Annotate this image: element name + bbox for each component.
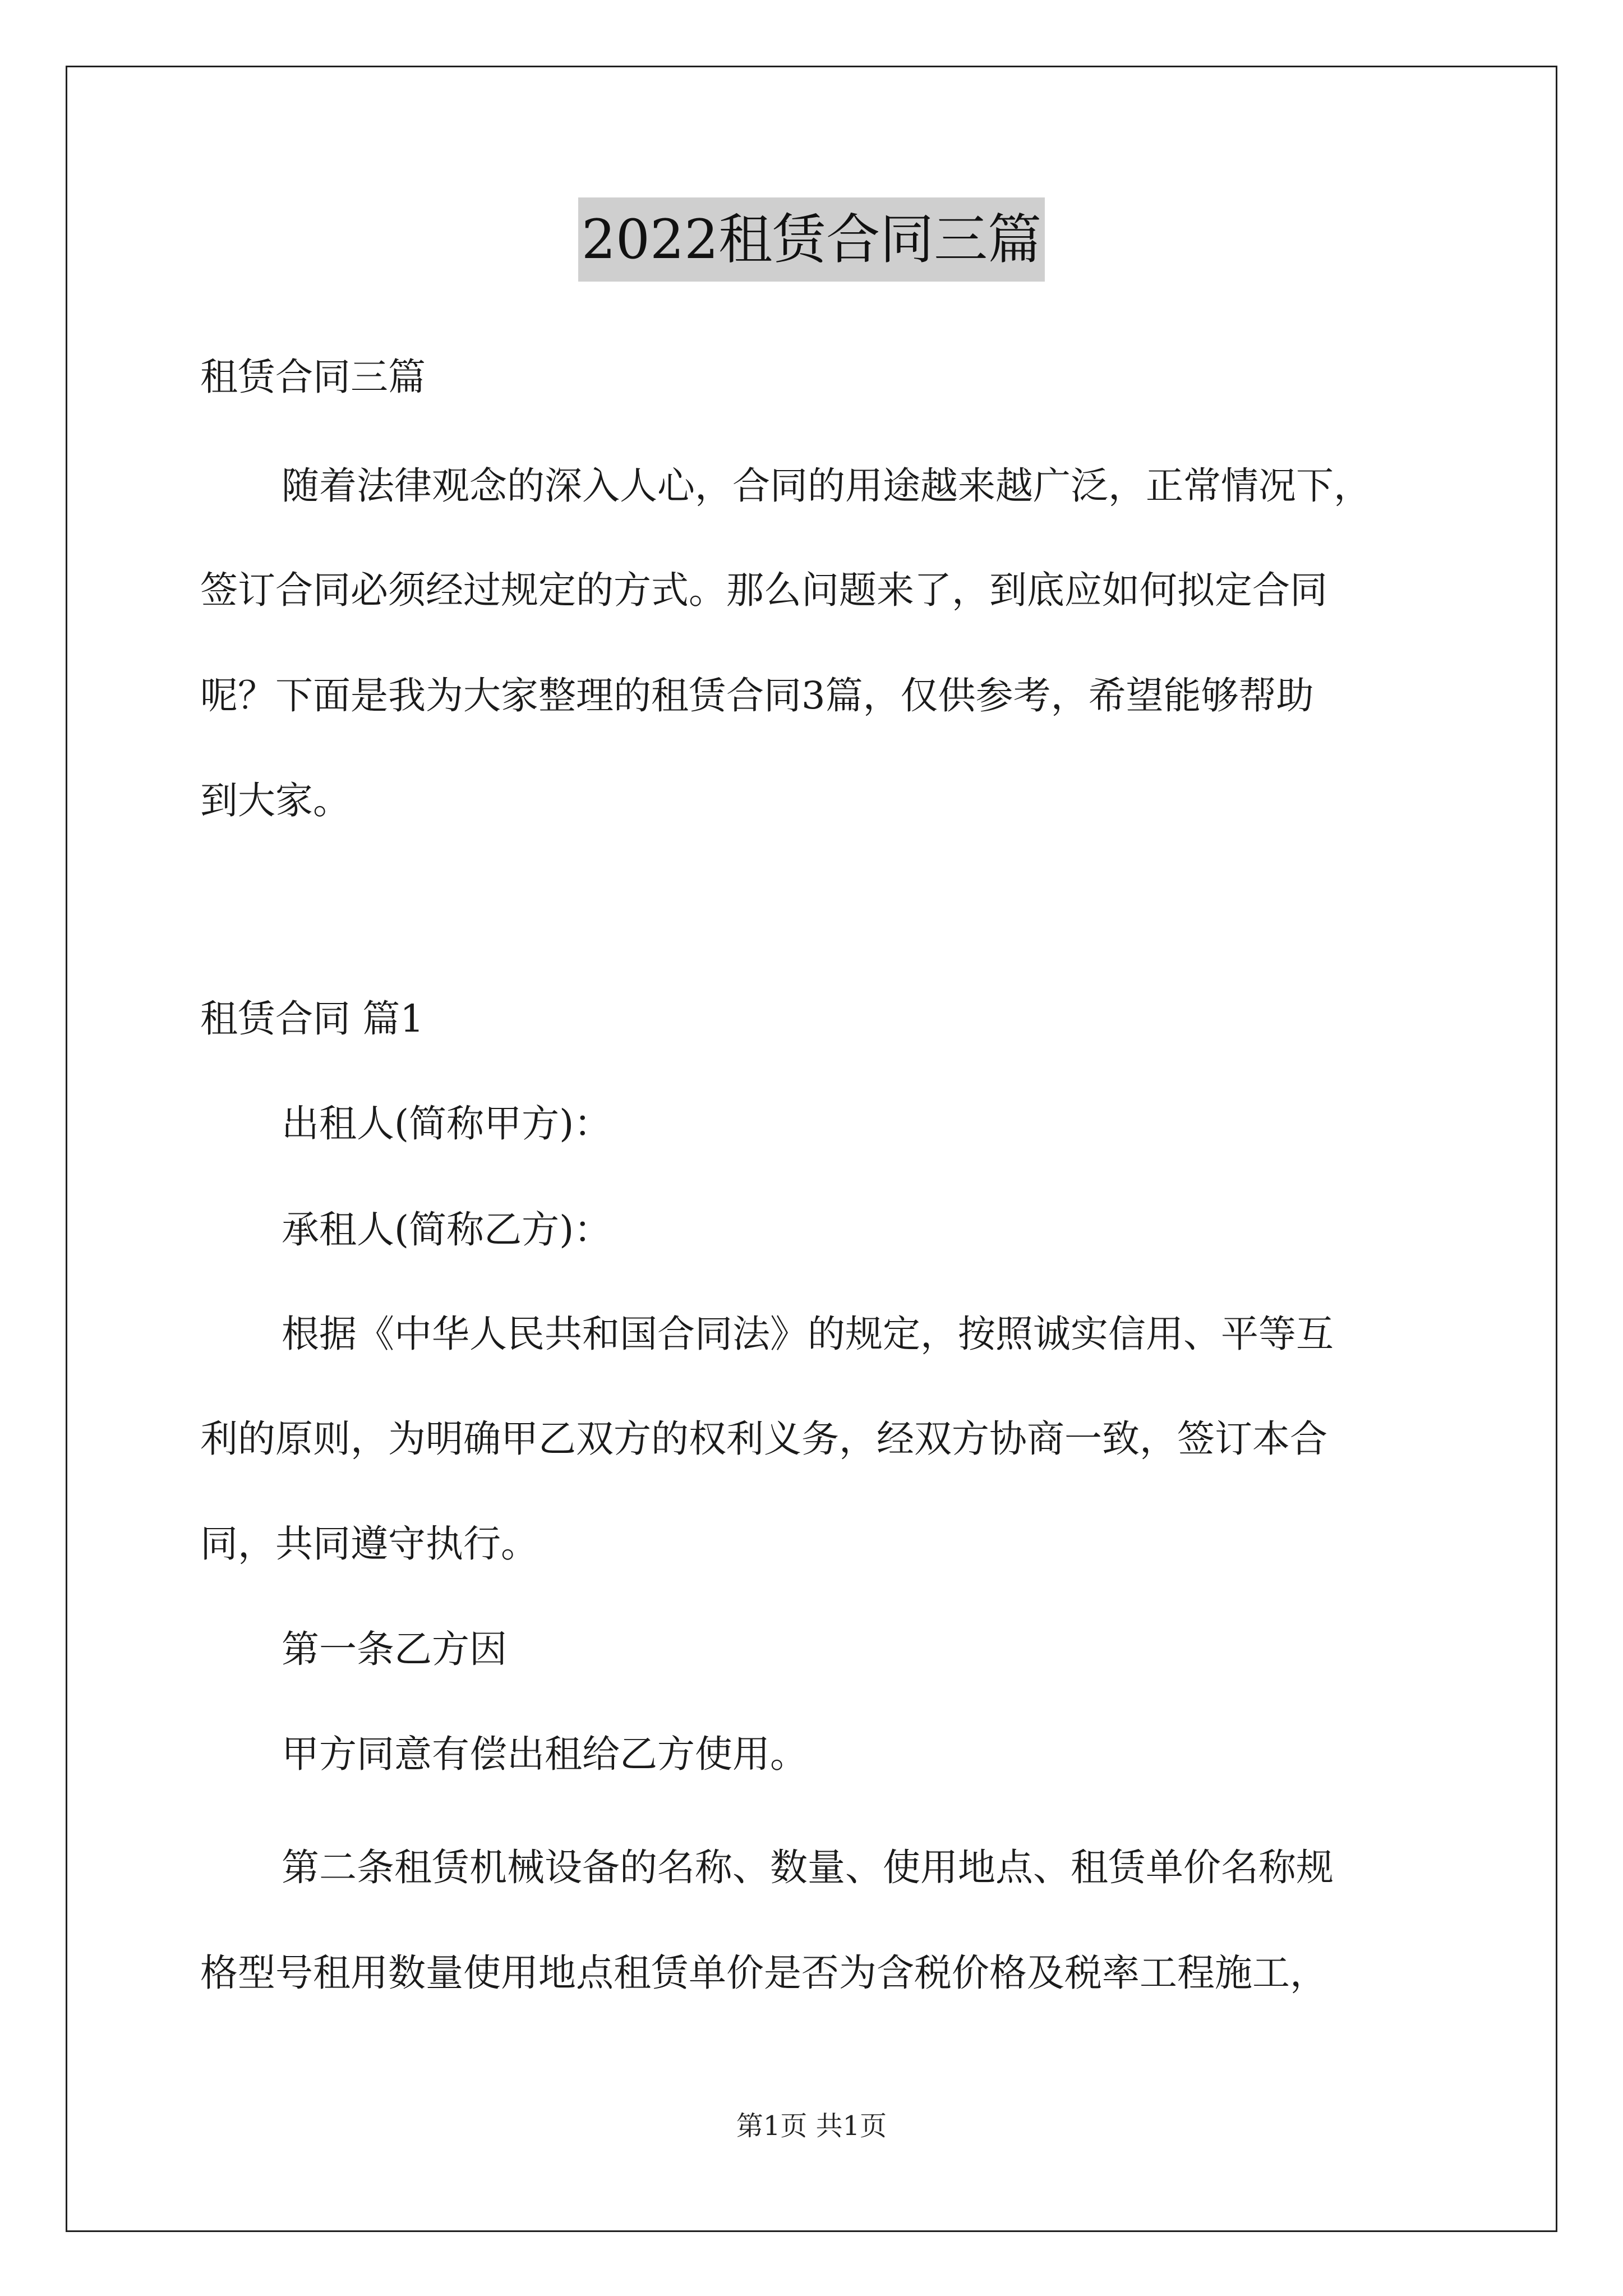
document-title: 2022租赁合同三篇 <box>578 197 1045 282</box>
page-footer: 第1页 共1页 <box>736 2110 887 2142</box>
basis-line-2: 利的原则，为明确甲乙双方的权利义务，经双方协商一致，签订本合 <box>200 1417 1327 1461</box>
section-heading: 租赁合同 篇1 <box>200 997 424 1041</box>
basis-line-3: 同，共同遵守执行。 <box>200 1522 538 1566</box>
intro-line-4: 到大家。 <box>200 779 351 822</box>
intro-line-1: 随着法律观念的深入人心，合同的用途越来越广泛，正常情况下， <box>282 464 1371 508</box>
article1-continue: 甲方同意有偿出租给乙方使用。 <box>282 1732 808 1776</box>
document-subtitle: 租赁合同三篇 <box>200 355 426 399</box>
basis-line-1: 根据《中华人民共和国合同法》的规定，按照诚实信用、平等互 <box>282 1312 1334 1356</box>
article2-line-2: 格型号租用数量使用地点租赁单价是否为含税价格及税率工程施工， <box>200 1951 1327 1995</box>
article1-line: 第一条乙方因 <box>282 1627 507 1671</box>
intro-line-3: 呢？下面是我为大家整理的租赁合同3篇，仅供参考，希望能够帮助 <box>200 674 1314 717</box>
lessee-line: 承租人(简称乙方)： <box>282 1208 612 1251</box>
article2-line-1: 第二条租赁机械设备的名称、数量、使用地点、租赁单价名称规 <box>282 1846 1334 1889</box>
intro-line-2: 签订合同必须经过规定的方式。那么问题来了，到底应如何拟定合同 <box>200 568 1327 612</box>
lessor-line: 出租人(简称甲方)： <box>282 1102 612 1145</box>
title-container <box>0 197 1623 282</box>
